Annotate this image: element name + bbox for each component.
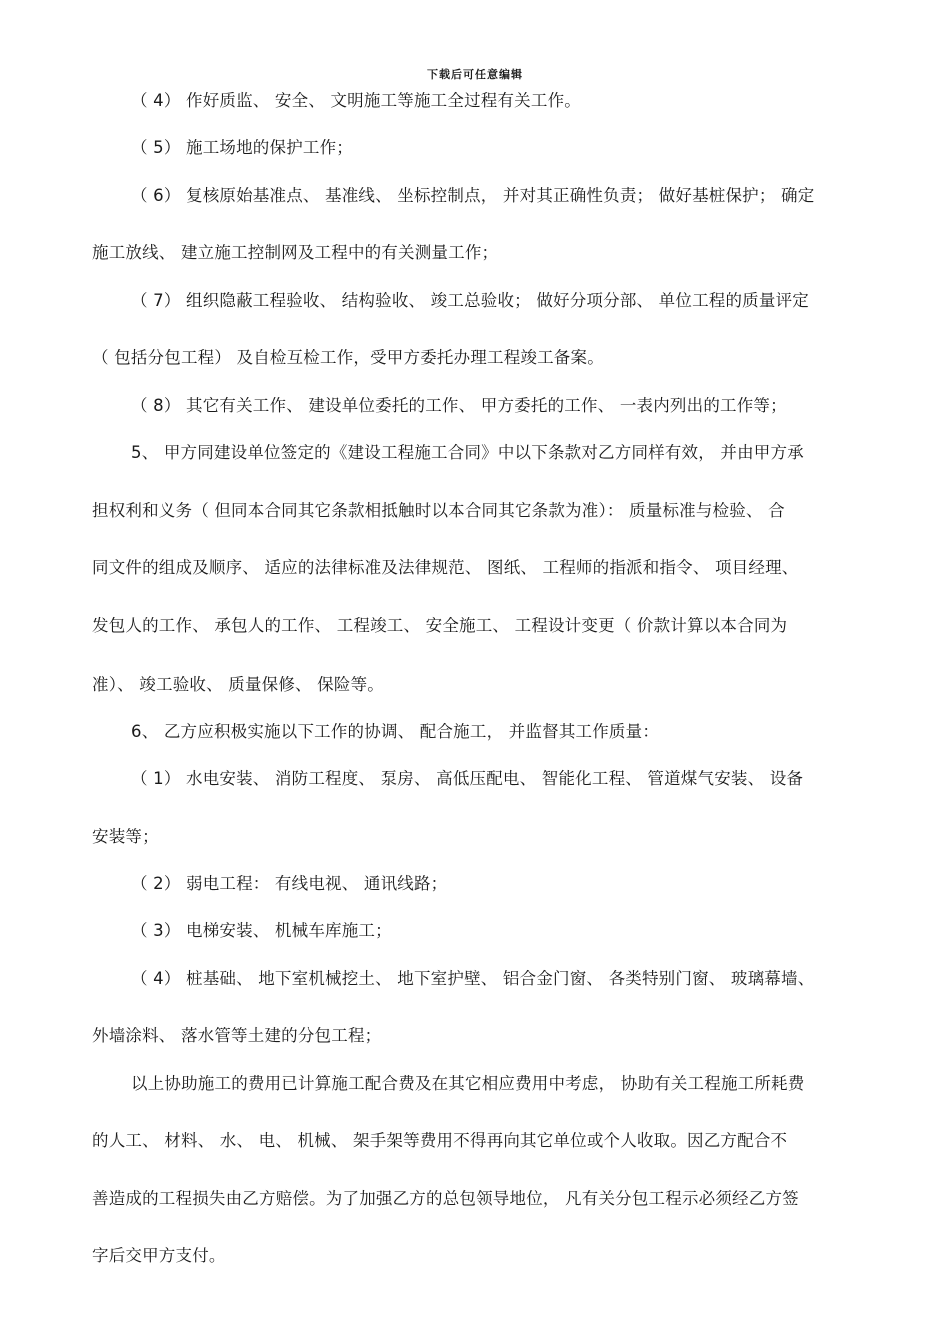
page-header: 下载后可任意编辑 — [427, 68, 523, 81]
text-line: （ 7） 组织隐蔽工程验收、 结构验收、 竣工总验收； 做好分项分部、 单位工程的质量评定 — [131, 291, 809, 310]
text-line: （ 3） 电梯安装、 机械车库施工； — [131, 921, 392, 940]
text-line: 准）、 竣工验收、 质量保修、 保险等。 — [92, 675, 384, 694]
text-line: 5、 甲方同建设单位签定的《建设工程施工合同》中以下条款对乙方同样有效， 并由甲方承 — [131, 443, 804, 462]
text-line: （ 1） 水电安装、 消防工程度、 泵房、 高低压配电、 智能化工程、 管道煤气安装、 设备 — [131, 769, 804, 788]
text-line: 的人工、 材料、 水、 电、 机械、 架手架等费用不得再向其它单位或个人收取。因乙方配合不 — [92, 1131, 788, 1150]
text-line: （ 6） 复核原始基准点、 基准线、 坐标控制点， 并对其正确性负责； 做好基桩保护； 确定 — [131, 186, 815, 205]
text-line: 善造成的工程损失由乙方赔偿。为了加强乙方的总包领导地位， 凡有关分包工程示必须经乙方签 — [92, 1189, 799, 1208]
text-line: 安装等； — [92, 827, 159, 846]
text-line: 担权利和义务（ 但同本合同其它条款相抵触时以本合同其它条款为准）： 质量标准与检验、 合 — [92, 501, 785, 520]
text-line: （ 4） 桩基础、 地下室机械挖土、 地下室护壁、 铝合金门窗、 各类特别门窗、 玻璃幕墙、 — [131, 969, 815, 988]
text-line: （ 5） 施工场地的保护工作； — [131, 138, 353, 157]
text-line: 6、 乙方应积极实施以下工作的协调、 配合施工， 并监督其工作质量： — [131, 722, 660, 741]
text-line: 同文件的组成及顺序、 适应的法律标准及法律规范、 图纸、 工程师的指派和指令、 项目经理、 — [92, 558, 799, 577]
text-line: （ 4） 作好质监、 安全、 文明施工等施工全过程有关工作。 — [131, 91, 581, 110]
text-line: （ 2） 弱电工程： 有线电视、 通讯线路； — [131, 874, 448, 893]
text-line: （ 包括分包工程） 及自检互检工作，受甲方委托办理工程竣工备案。 — [92, 348, 604, 367]
text-line: 字后交甲方支付。 — [92, 1246, 226, 1265]
text-line: 施工放线、 建立施工控制网及工程中的有关测量工作； — [92, 243, 499, 262]
text-line: 发包人的工作、 承包人的工作、 工程竣工、 安全施工、 工程设计变更（ 价款计算以本合同为 — [92, 616, 788, 635]
text-line: （ 8） 其它有关工作、 建设单位委托的工作、 甲方委托的工作、 一表内列出的工作等； — [131, 396, 787, 415]
text-line: 外墙涂料、 落水管等土建的分包工程； — [92, 1026, 382, 1045]
text-line: 以上协助施工的费用已计算施工配合费及在其它相应费用中考虑， 协助有关工程施工所耗费 — [131, 1074, 805, 1093]
